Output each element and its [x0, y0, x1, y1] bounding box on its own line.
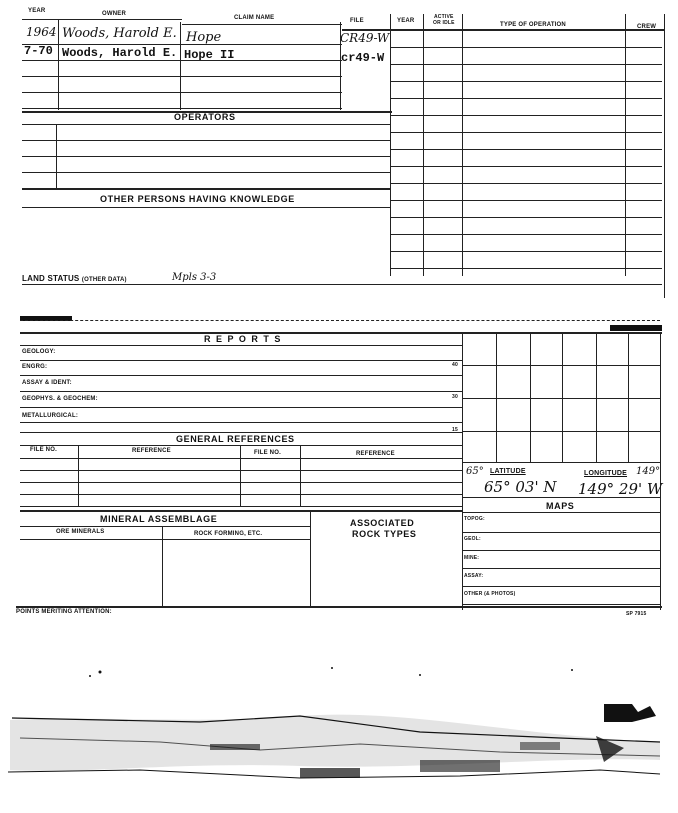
col-file-no2-header: FILE NO.	[254, 450, 281, 456]
maps-title: MAPS	[546, 501, 575, 511]
other-persons-label: OTHER PERSONS HAVING KNOWLEDGE	[100, 194, 295, 204]
latitude-value: 65° 03' N	[484, 478, 557, 496]
report-row-label: METALLURGICAL:	[22, 413, 79, 419]
col-ore-minerals-header: ORE MINERALS	[56, 529, 105, 535]
report-row-code: 30	[452, 394, 458, 400]
col-reference2-header: REFERENCE	[356, 451, 395, 457]
map-row-label: OTHER (& PHOTOS)	[464, 591, 516, 597]
entry-file: CR49-W	[340, 31, 390, 45]
entry-file: cr49-W	[341, 51, 385, 65]
associated-rock-types-line1: ASSOCIATED	[350, 518, 415, 528]
map-row-label: MINE:	[464, 555, 480, 561]
report-row-code: 15	[452, 427, 458, 433]
land-status-value: Mpls 3-3	[172, 272, 217, 283]
mineral-assemblage-title: MINERAL ASSEMBLAGE	[100, 514, 218, 524]
longitude-value: 149° 29' W	[578, 480, 663, 498]
entry-year: 7-70	[24, 44, 53, 58]
entry-owner: Woods, Harold E.	[62, 26, 177, 41]
col-active-header-2: OR IDLE	[433, 20, 455, 26]
map-row-label: GEOL:	[464, 536, 481, 542]
points-meriting-label: POINTS MERITING ATTENTION:	[16, 609, 112, 615]
form-number: SP 7915	[626, 611, 647, 617]
map-row-label: TOPOG:	[464, 516, 485, 522]
report-row-label: GEOPHYS. & GEOCHEM:	[22, 396, 98, 402]
operators-label: OPERATORS	[174, 112, 236, 122]
reports-title: R E P O R T S	[204, 334, 282, 344]
col-file-no-header: FILE NO.	[30, 447, 57, 453]
general-references-title: GENERAL REFERENCES	[176, 434, 295, 444]
col-active-header: ACTIVE	[434, 14, 454, 20]
col-rock-forming-header: ROCK FORMING, ETC.	[194, 531, 263, 537]
entry-claim: Hope	[186, 30, 222, 45]
longitude-prefix: 149°	[636, 466, 661, 477]
col-owner-header: OWNER	[102, 11, 126, 17]
report-row-label: ASSAY & IDENT:	[22, 380, 72, 386]
map-row-label: ASSAY:	[464, 573, 484, 579]
associated-rock-types-line2: ROCK TYPES	[352, 529, 417, 539]
latitude-label: LATITUDE	[490, 468, 526, 475]
col-reference-header: REFERENCE	[132, 448, 171, 454]
entry-claim: Hope II	[184, 48, 235, 62]
report-row-label: ENGRG:	[22, 364, 48, 370]
report-row-code: 40	[452, 362, 458, 368]
col-file-header: FILE	[350, 18, 364, 24]
entry-year: 1964	[26, 25, 57, 39]
col-year2-header: YEAR	[397, 18, 415, 24]
report-row-label: GEOLOGY:	[22, 349, 56, 355]
land-status-label: LAND STATUS (OTHER DATA)	[22, 274, 127, 283]
latitude-prefix: 65°	[466, 466, 484, 477]
col-crew-header: CREW	[637, 24, 657, 30]
longitude-label: LONGITUDE	[584, 470, 628, 477]
col-claim-name-header: CLAIM NAME	[234, 15, 275, 21]
col-type-of-operation-header: TYPE OF OPERATION	[500, 22, 566, 28]
entry-owner: Woods, Harold E.	[62, 46, 178, 60]
col-year-header: YEAR	[28, 8, 46, 14]
